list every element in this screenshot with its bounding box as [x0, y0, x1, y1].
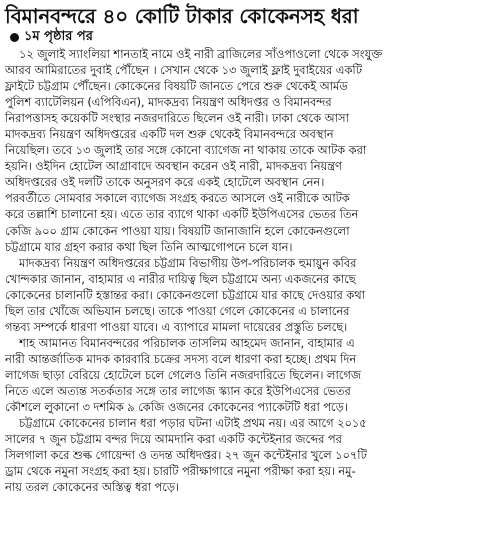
paragraph-line: সালের ৭ জুন চট্টগ্রাম বন্দর দিয়ে আমদানি করা একটি কন্টেইনার জব্দের পর [5, 432, 342, 447]
paragraph-line: খোন্দকার জানান, বাহামার এ নারীর দায়িত্ব ছিল চট্টগ্রামে অন্য একজনের কাছে [5, 271, 356, 286]
continued-label: ১ম পৃষ্ঠার পর [24, 29, 93, 44]
paragraph-line: মাদকদ্রব্য নিয়ন্ত্রণ অধিদপ্তরের একটি দল শুরু থেকেই বিমানবন্দরে অবস্থান [5, 127, 334, 142]
paragraph-line: নারী আন্তর্জাতিক মাদক কারবারি চক্রের সদস্য বলে ধারণা করা হচ্ছে। প্রথম দিন [5, 351, 357, 366]
headline: বিমানবন্দরে ৪০ কোটি টাকার কোকেনসহ ধরা [5, 4, 359, 28]
paragraph-line: ১২ জুলাই স্যাংলিয়া শানতাই নামে ওই নারী ব্রাজিলের সাঁওপাওলো থেকে সংযুক্ত [19, 47, 383, 61]
paragraph-line: কেজি ৯০০ গ্রাম কোকেন পাওয়া যায়। বিষয়টি জানাজানি হলে কোকেনগুলো [5, 223, 350, 238]
paragraph-line: ফ্লাইটে চট্টগ্রাম পৌঁছেন। কোকেনের বিষয়টি জানতে পেরে শুরু থেকেই আর্মড [5, 79, 348, 94]
paragraph-line: লাগেজ ছাড়া বেরিয়ে হোটেলে চলে গেলেও তিনি নজরদারিতে ছিলেন। লাগেজ [5, 367, 362, 382]
paragraph-line: কৌশলে লুকানো ৩ দশমিক ৯ কেজি ওজনের কোকেনের প্যাকেটটি ধরা পড়ে। [5, 400, 348, 415]
paragraph-line: হয়নি। ওইদিন হোটেল আগ্রাবাদে অবস্থান করেন ওই নারী, মাদকদ্রব্য নিয়ন্ত্রণ [5, 159, 342, 174]
bullet-icon [10, 33, 19, 42]
paragraph-line: কোকেনের চালানটি হস্তান্তর করা। কোকেনগুলো চট্টগ্রামে যার কাছে দেওয়ার কথা [5, 287, 365, 302]
paragraph-line: নিয়েছিল। তবে ১৩ জুলাই তার সঙ্গে কোনো ব্যাগেজ না থাকায় তাকে আটক করা [5, 143, 367, 158]
paragraph-line: নিরাপত্তাসহ কয়েকটি সংস্থার নজরদারিতে ছিলেন ওই নারী। ঢাকা থেকে আসা [5, 111, 349, 126]
paragraph-line: গন্তব্য সম্পর্কে ধারণা পাওয়া যাবে। এ ব্যাপারে মামলা দায়েরের প্রস্তুতি চলছে। [5, 319, 348, 334]
paragraph-line: অধিদপ্তরের ওই দলটি তাকে অনুসরণ করে একই হোটেলে অবস্থান নেন। [5, 175, 325, 190]
article-paragraph [5, 415, 473, 495]
paragraph-line: নায় তরল কোকেনের অস্তিত্ব ধরা পড়ে। [5, 480, 179, 495]
continued-from-page-1 [10, 29, 473, 45]
paragraph-line: চট্টগ্রামে কোকেনের চালান ধরা পড়ার ঘটনা এটাই প্রথম নয়। এর আগে ২০১৫ [19, 416, 367, 431]
article-paragraph [5, 46, 473, 255]
paragraph-line: চট্টগ্রামে যার গ্রহণ করার কথা ছিল তিনি আত্মগোপনে চলে যান। [5, 239, 293, 254]
paragraph-line: পুলিশ ব্যাটেলিয়ন (এপিবিএন), মাদকদ্রব্য নিয়ন্ত্রণ অধিদপ্তর ও বিমানবন্দর [5, 95, 332, 110]
paragraph-line: আরব আমিরাতের দুবাই পৌঁছেন । সেখান থেকে ১৩ জুলাই ফ্লাই দুবাইয়ের একটি [5, 63, 362, 78]
article-paragraph [5, 255, 473, 335]
paragraph-line: ড্রাম থেকে নমুনা সংগ্রহ করা হয়। চারটি পরীক্ষাগারে নমুনা পরীক্ষা করা হয়। নমু- [5, 464, 356, 479]
paragraph-line: সিলগালা করে শুল্ক গোয়েন্দা ও তদন্ত অধিদপ্তর। ২৭ জুন কন্টেইনার খুলে ১০৭টি [5, 448, 367, 463]
paragraph-line: পরবর্তীতে সোমবার সকালে ব্যাগেজ সংগ্রহ করতে আসলে ওই নারীকে আটক [5, 191, 350, 206]
paragraph-line: শাহ আমানত বিমানবন্দরের পরিচালক তাসলিম আহমেদ জানান, বাহামার এ [19, 335, 355, 350]
article-paragraph [5, 335, 473, 415]
article-body [5, 46, 473, 495]
paragraph-line: ছিল তার খোঁজে অভিযান চলছে। তাকে পাওয়া গেলে কোকেনের এ চালানের [5, 303, 350, 318]
paragraph-line: করে তল্লাশি চালানো হয়। এতে তার ব্যাগে থাকা একটি ইউপিএসের ভেতর তিন [5, 207, 359, 222]
paragraph-line: মাদকদ্রব্য নিয়ন্ত্রণ অধিদপ্তরের চট্টগ্রাম বিভাগীয় উপ-পরিচালক হুমায়ুন কবির [19, 255, 357, 270]
paragraph-line: নিতে এলে অত্যন্ত সতর্কতার সঙ্গে তার লাগেজ স্ক্যান করে ইউপিএসের ভেতর [5, 383, 351, 398]
